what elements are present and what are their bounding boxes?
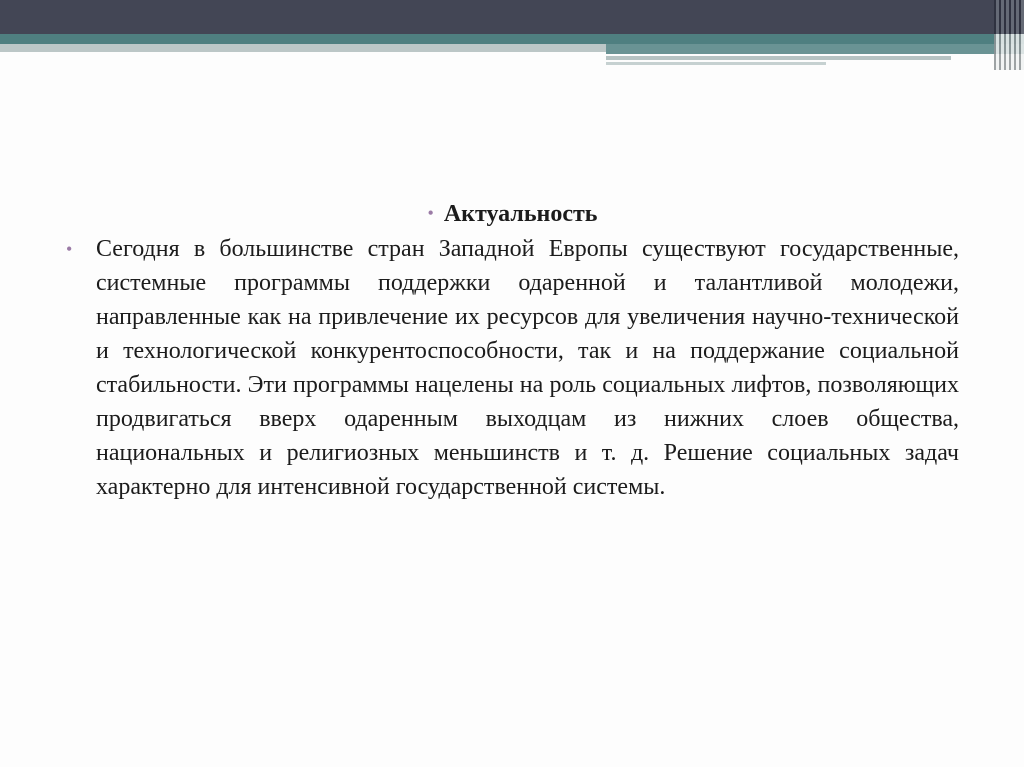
body-text: Сегодня в большинстве стран Западной Европы существуют государственные, системные программы поддержки одаренной и талантливой молодежи, направленные как на привлечение их ресурсов для увеличения научно-технической и технологической конкурентоспособности, так и на поддержание социальной стабильности. Эти программы нацелены на роль социальных лифтов, позволяющих продвигаться вверх одаренным выходцам из нижних слоев общества, национальных и религиозных меньшинств и т. д. Решение социальных задач характерно для интенсивной государственной системы. xyxy=(96,236,959,500)
heading-item xyxy=(66,196,959,231)
header-accent-line xyxy=(606,56,951,60)
slide-content xyxy=(66,196,959,504)
slide-heading: Актуальность xyxy=(443,201,598,227)
header-accent-line-thin xyxy=(606,62,826,65)
bullet-icon: • xyxy=(66,239,73,259)
bullet-icon: • xyxy=(427,203,434,223)
body-item xyxy=(66,232,959,504)
header-dark-band xyxy=(0,0,1024,34)
header-teal-band xyxy=(0,34,1024,44)
header-stripes-cap xyxy=(994,0,1024,34)
header-accent-bar xyxy=(606,44,1024,54)
